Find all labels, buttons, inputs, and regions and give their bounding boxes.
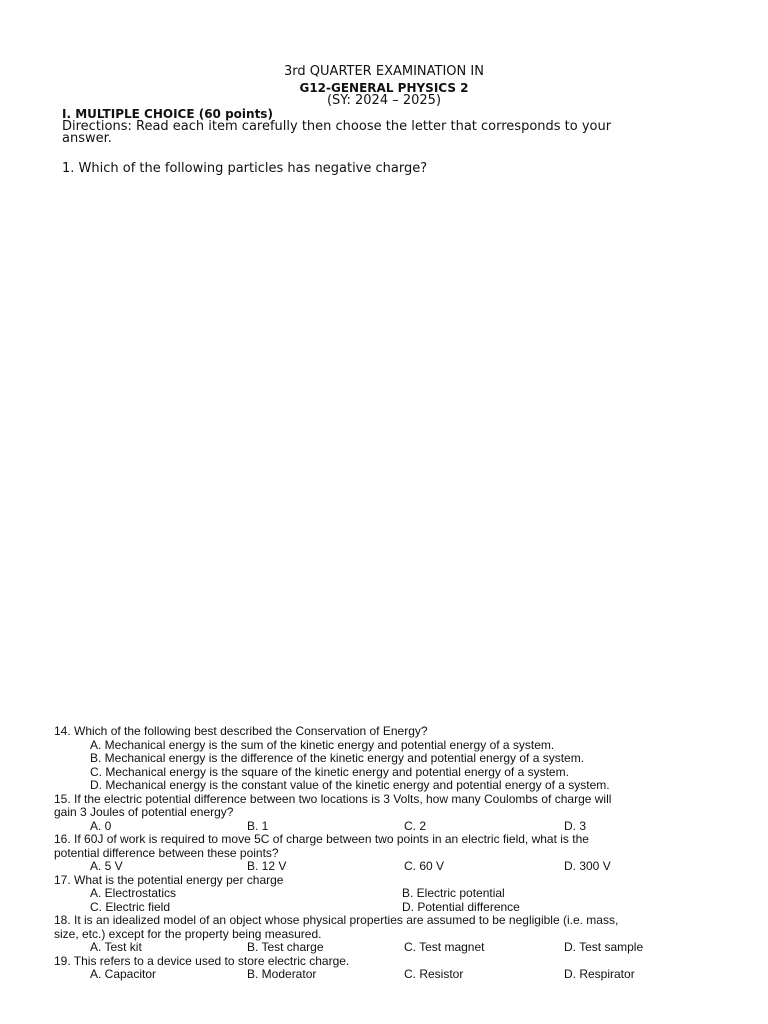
question-15-option-c: C. 2 <box>404 818 427 833</box>
question-19-option-a: A. Capacitor <box>90 967 157 981</box>
question-15-option-a: A. 0 <box>90 818 112 833</box>
question-18-stem-2: size, etc.) except for the property being measured. <box>54 926 322 941</box>
exam-title: 3rd QUARTER EXAMINATION IN <box>284 64 484 79</box>
questions-14-19 <box>54 725 714 982</box>
question-19-options <box>54 968 714 982</box>
question-17-option-d: D. Potential difference <box>402 899 520 914</box>
question-17-option-a: A. Electrostatics <box>90 886 177 900</box>
subject-title: G12-GENERAL PHYSICS 2 <box>299 81 469 95</box>
question-15-stem-2: gain 3 Joules of potential energy? <box>54 805 234 819</box>
question-18-option-a: A. Test kit <box>90 940 142 954</box>
question-14-option-c: C. Mechanical energy is the square of the kinetic energy and potential energy of a system. <box>90 764 569 779</box>
question-16-option-d: D. 300 V <box>564 859 611 873</box>
question-17-option-c: C. Electric field <box>90 899 171 914</box>
question-16-option-a: A. 5 V <box>90 859 123 873</box>
question-16-option-b: B. 12 V <box>247 859 287 873</box>
question-18-option-d: D. Test sample <box>564 940 644 954</box>
question-15-option-b: B. 1 <box>247 818 269 833</box>
question-18-stem-1: 18. It is an idealized model of an object whose physical properties are assumed to be negligible (i.e. mass, <box>54 913 619 927</box>
question-17-option-b: B. Electric potential <box>402 886 505 900</box>
question-18-options <box>54 941 714 955</box>
question-18-option-c: C. Test magnet <box>404 940 485 954</box>
question-16-stem-1: 16. If 60J of work is required to move 5C of charge between two points in an electric field, what is the <box>54 832 589 846</box>
question-14-option-b: B. Mechanical energy is the difference of the kinetic energy and potential energy of a system. <box>90 751 585 765</box>
question-15-options <box>54 820 714 834</box>
question-19-option-b: B. Moderator <box>247 967 317 981</box>
question-16-options <box>54 860 714 874</box>
question-14-option-a: A. Mechanical energy is the sum of the kinetic energy and potential energy of a system. <box>90 737 555 752</box>
school-year: (SY: 2024 – 2025) <box>326 93 442 108</box>
question-17-options-row-1 <box>54 887 714 901</box>
question-16-option-c: C. 60 V <box>404 859 445 873</box>
section-title: I. MULTIPLE CHOICE (60 points) <box>62 107 273 121</box>
question-19-option-c: C. Resistor <box>404 967 464 981</box>
question-17-options-row-2 <box>54 901 714 915</box>
question-16-stem-2: potential difference between these points? <box>54 845 279 860</box>
question-18-option-b: B. Test charge <box>247 940 324 954</box>
question-19-option-d: D. Respirator <box>564 967 635 981</box>
question-17-stem: 17. What is the potential energy per charge <box>54 872 284 887</box>
question-14-option-d: D. Mechanical energy is the constant value of the kinetic energy and potential energy of a system. <box>90 778 610 792</box>
question-1: 1. Which of the following particles has negative charge? <box>62 161 428 176</box>
question-19-stem: 19. This refers to a device used to store electric charge. <box>54 953 350 968</box>
directions-text: Directions: Read each item carefully then choose the letter that corresponds to your answer. <box>62 119 612 146</box>
question-14-stem: 14. Which of the following best described the Conservation of Energy? <box>54 724 428 738</box>
question-15-option-d: D. 3 <box>564 818 587 833</box>
question-15-stem-1: 15. If the electric potential difference between two locations is 3 Volts, how many Coulombs of charge will <box>54 791 612 806</box>
